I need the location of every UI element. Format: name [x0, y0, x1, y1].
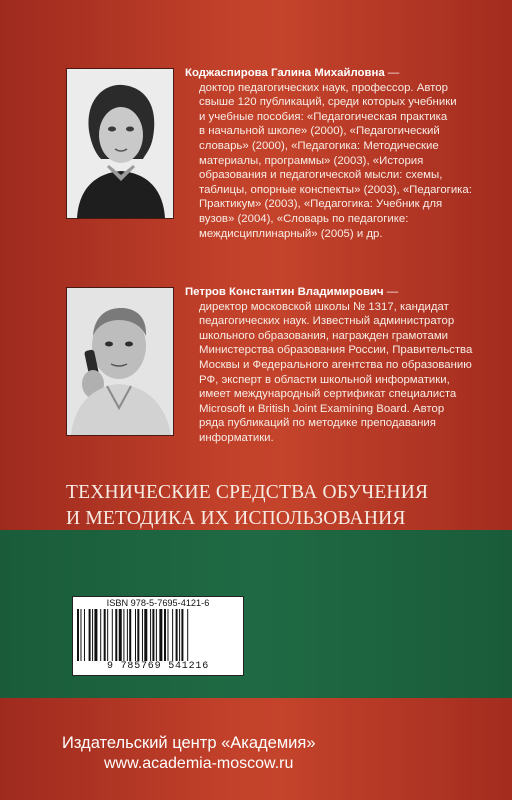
barcode-bar — [123, 609, 124, 661]
barcode-bar — [142, 609, 143, 661]
author1-bio-line: междисциплинарный» (2005) и др. — [199, 227, 383, 240]
barcode-bar — [112, 609, 113, 661]
barcode-bar — [104, 609, 106, 661]
book-title-line: ТЕХНИЧЕСКИЕ СРЕДСТВА ОБУЧЕНИЯ — [66, 482, 429, 503]
author1-bio-line: словарь» (2000), «Педагогика: Методические — [199, 139, 439, 152]
author1-bio-line: таблицы, опорные конспекты» (2003), «Педагогика: — [199, 183, 472, 196]
barcode-bar — [150, 609, 151, 661]
publisher-name: Издательский центр «Академия» — [62, 734, 316, 752]
barcode-bar — [164, 609, 166, 661]
barcode-bar — [144, 609, 147, 661]
barcode-bar — [159, 609, 162, 661]
barcode-bar — [156, 609, 157, 661]
author2-bio-line: ряда публикаций по методике преподавания — [199, 417, 436, 430]
barcode-bar — [137, 609, 139, 661]
ean-number: 9 785769 541216 — [106, 661, 209, 672]
author1-bio-line: в начальной школе» (2000), «Педагогический — [199, 125, 440, 138]
barcode-bar — [89, 609, 91, 661]
author1-bio-line: материалы, программы» (2003), «История — [199, 154, 424, 167]
author2-name: Петров Константин Владимирович — [185, 286, 384, 298]
author2-bio-line: информатики. — [199, 431, 274, 444]
author1-bio-line: и учебные пособия: «Педагогическая практика — [199, 110, 448, 123]
author1-bio-line: доктор педагогических наук, профессор. Автор — [199, 81, 448, 94]
barcode-bar — [115, 609, 117, 661]
barcode-bar — [167, 609, 168, 661]
barcode-bar — [77, 609, 79, 661]
barcode-bar — [176, 609, 178, 661]
barcode-bar — [107, 609, 108, 661]
barcode-bar — [94, 609, 97, 661]
author1-bio-line: образования и педагогической мысли: схемы, — [199, 169, 443, 182]
barcode-bar — [119, 609, 122, 661]
barcode-bar — [127, 609, 128, 661]
author2-photo — [66, 287, 174, 436]
author1-photo — [66, 68, 174, 219]
book-title — [66, 480, 506, 532]
author1-bio: Коджаспирова Галина Михайловна — доктор педагогических наук, профессор. Автор свыше 120 публикаций, среди которых учебники и учебные пособия: «Педагогическая практика в начальной школе» (2000), «Педагогический словарь» (2000), «Педагогика: Методические материалы, программы» (2003), «История образования и педагогической мысли: схемы, таблицы, опорные конспекты» (2003), «Педагогика: Практикум» (2003), «Педагогика: Учебник для вузов» (2004), «Словарь по педагогике: междисциплинарный» (2005) и др. — [185, 66, 507, 241]
author1-name: Коджаспирова Галина Михайловна — [185, 67, 385, 79]
barcode-bar — [135, 609, 136, 661]
isbn-text: ISBN 978-5-7695-4121-6 — [106, 598, 210, 608]
author2-bio-line: РФ, эксперт в области школьной информатики, — [199, 373, 450, 386]
barcode-bar — [84, 609, 85, 661]
author2-bio-line: имеет международный сертификат специалиста — [199, 388, 457, 401]
author2-portrait-image — [67, 288, 173, 435]
barcode-bar — [179, 609, 180, 661]
author2-bio-line: Москвы и Федерального агентства по образованию — [199, 358, 472, 371]
barcode-bar — [172, 609, 173, 661]
author1-bio-line: Практикум» (2003), «Педагогика: Учебник для — [199, 198, 443, 211]
barcode-bar — [100, 609, 101, 661]
author2-bio-line: педагогических наук. Известный администратор — [199, 315, 455, 328]
barcode-bar — [187, 609, 188, 661]
author1-bio-line: вузов» (2004), «Словарь по педагогике: — [199, 212, 409, 225]
author2-bio-line: Министерства образования России, Правительства — [199, 344, 473, 357]
author2-bio: Петров Константин Владимирович — директор московской школы № 1317, кандидат педагогических наук. Известный администратор школьного образования, награжден грамотами Министерства образования России, Правительства Москвы и Федерального агентства по образованию РФ, эксперт в области школьной информатики, имеет международный сертификат специалиста Microsoft и British Joint Examining Board. Автор ряда публикаций по методике преподавания информатики. — [185, 285, 507, 446]
publisher-website[interactable]: www.academia-moscow.ru — [104, 755, 294, 772]
author1-bio-line: свыше 120 публикаций, среди которых учебники — [199, 96, 457, 109]
author1-portrait-image — [67, 69, 173, 218]
barcode-bar — [181, 609, 183, 661]
barcode-bar — [92, 609, 93, 661]
author2-bio-line: Microsoft и British Joint Examining Board. Автор — [199, 402, 445, 415]
barcode-bar — [129, 609, 131, 661]
book-title-line: И МЕТОДИКА ИХ ИСПОЛЬЗОВАНИЯ — [66, 508, 406, 529]
barcode-bars — [77, 609, 239, 661]
barcode-label — [72, 596, 244, 676]
author2-bio-line: директор московской школы № 1317, кандидат — [199, 300, 449, 313]
barcode-bar — [152, 609, 154, 661]
barcode-bar — [80, 609, 81, 661]
author2-bio-line: школьного образования, награжден грамотами — [199, 329, 449, 342]
